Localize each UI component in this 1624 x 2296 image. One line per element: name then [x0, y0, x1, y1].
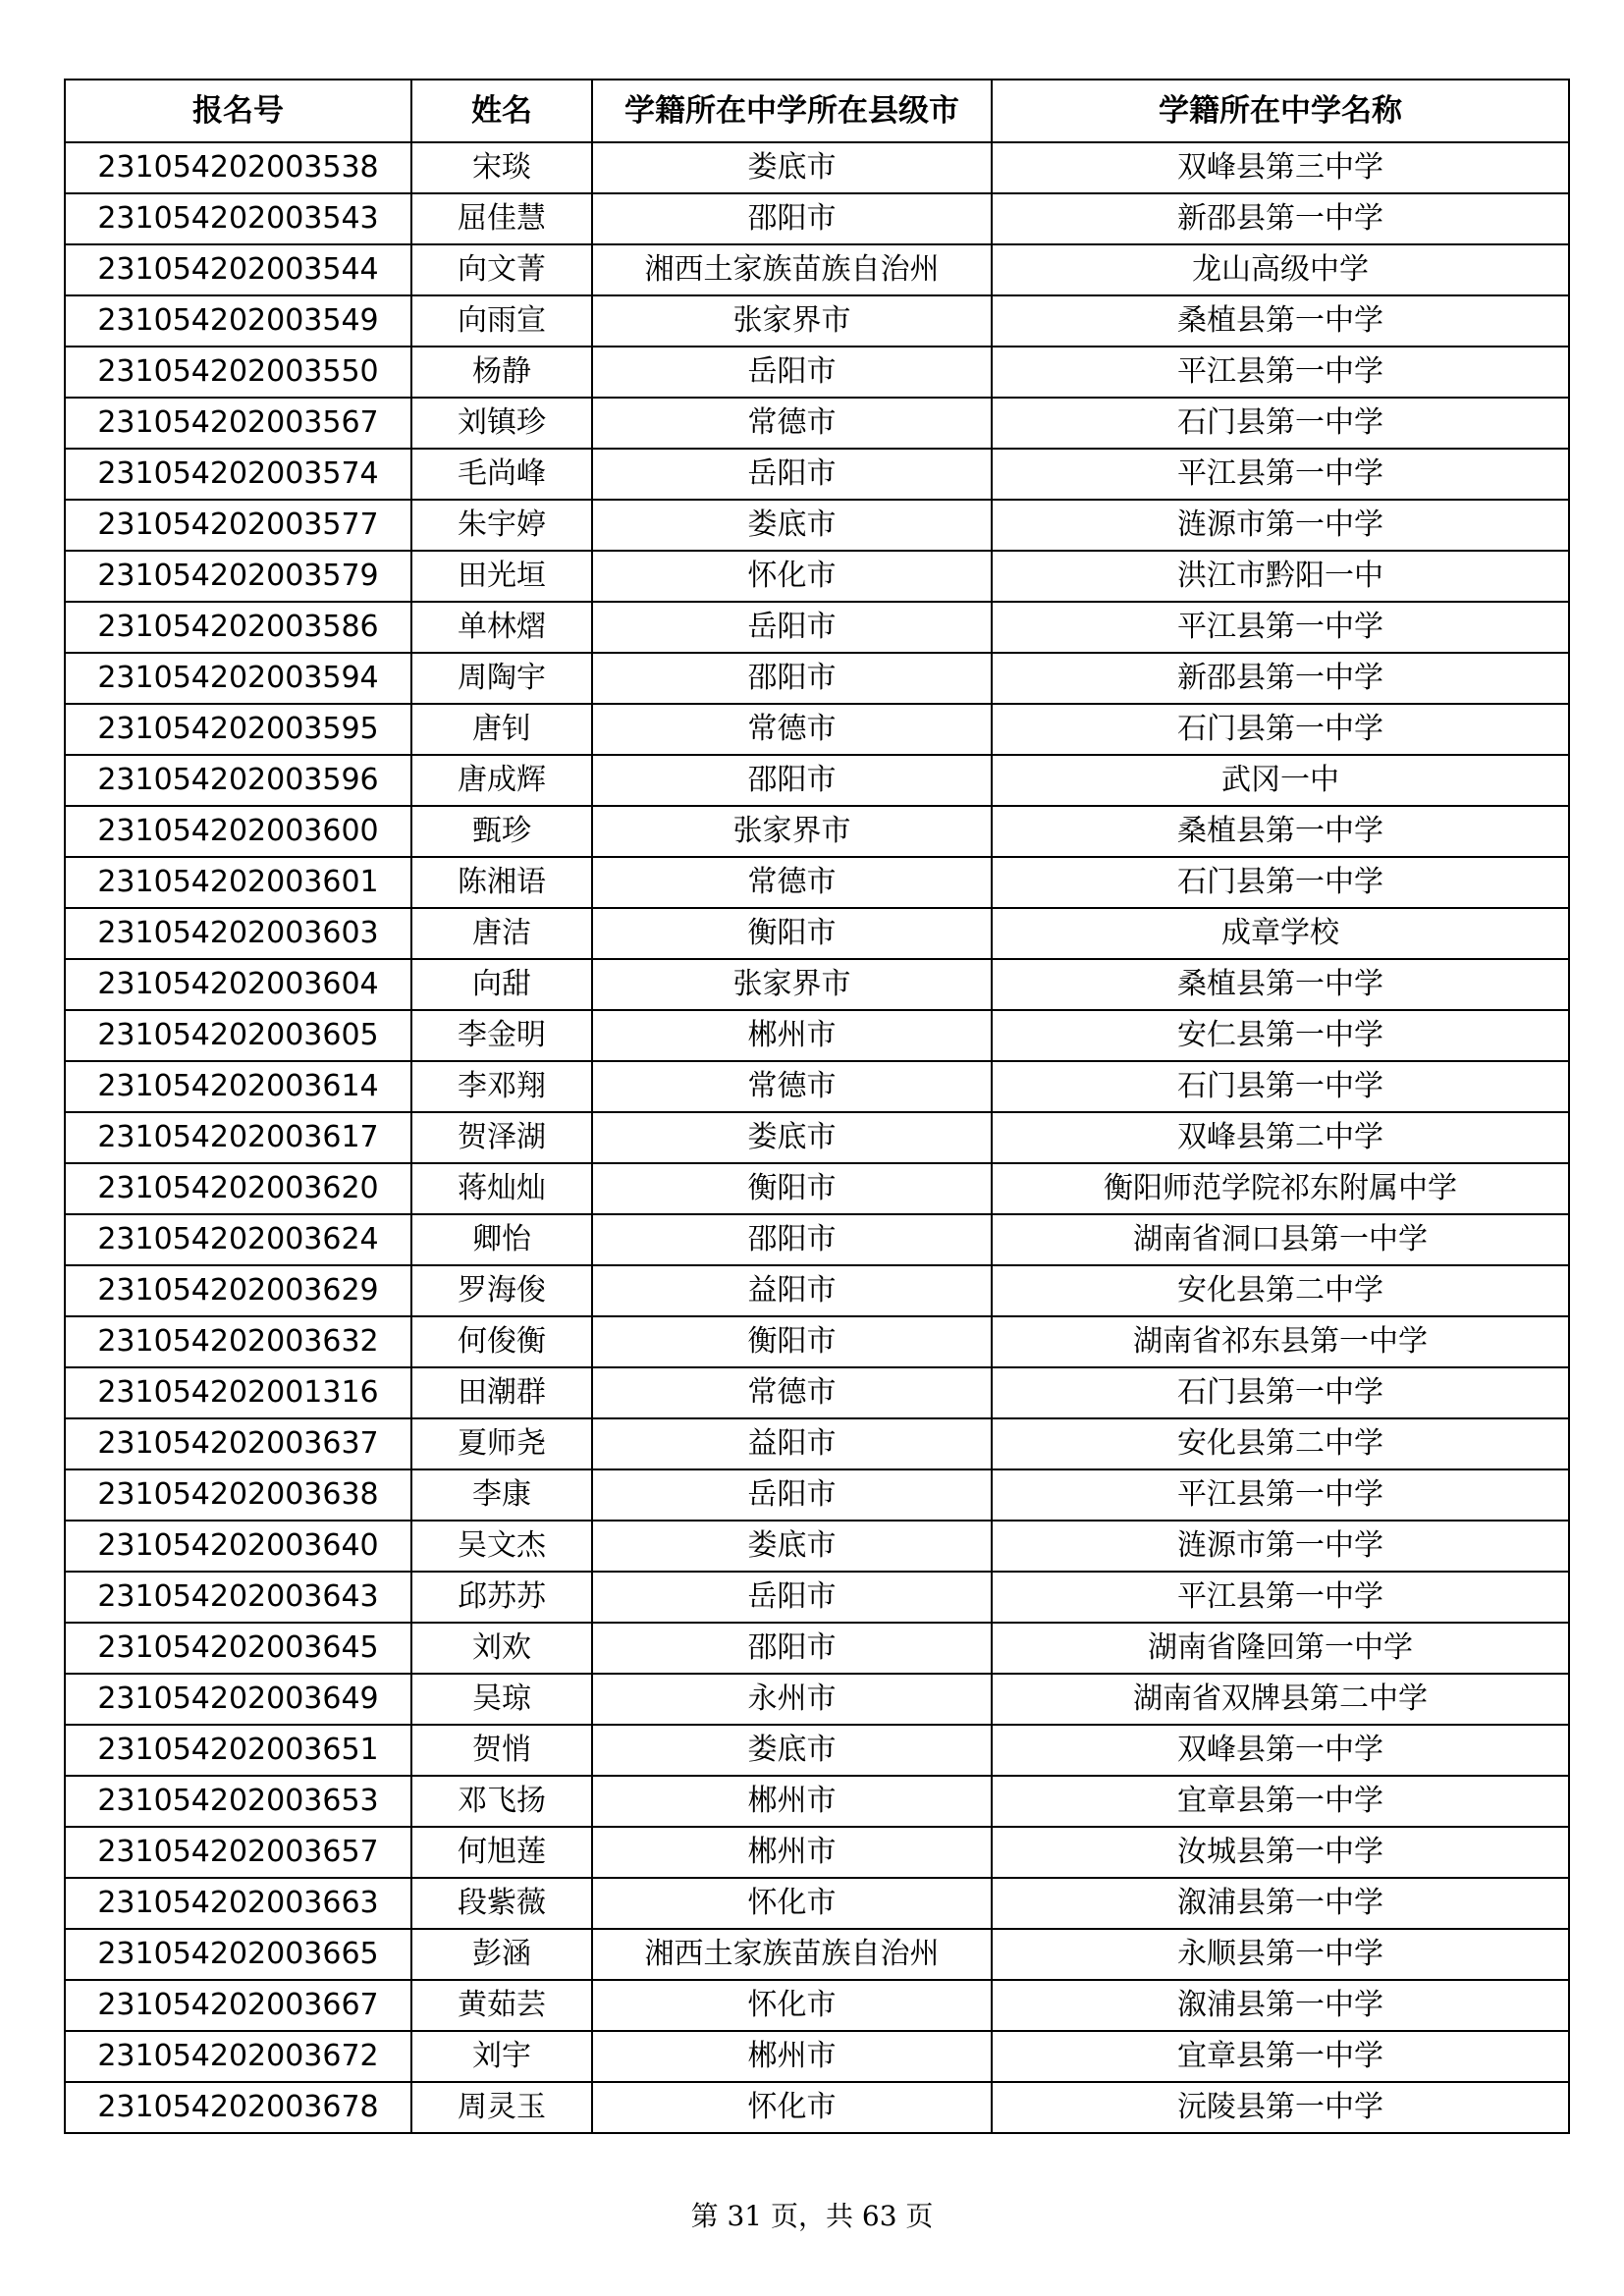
cell-registration-number: 231054202003665: [65, 1929, 411, 1980]
table-row: [65, 1878, 1569, 1929]
header-school-name: 学籍所在中学名称: [992, 80, 1569, 142]
cell-registration-number: 231054202003595: [65, 704, 411, 755]
cell-school-name: 双峰县第二中学: [992, 1112, 1569, 1163]
cell-name: 向甜: [411, 959, 592, 1010]
cell-name: 屈佳慧: [411, 193, 592, 244]
cell-school-city: 张家界市: [592, 295, 992, 347]
cell-name: 周灵玉: [411, 2082, 592, 2133]
cell-name: 田光垣: [411, 551, 592, 602]
cell-registration-number: 231054202003549: [65, 295, 411, 347]
table-body: [65, 142, 1569, 2133]
cell-registration-number: 231054202003653: [65, 1776, 411, 1827]
cell-school-city: 张家界市: [592, 806, 992, 857]
cell-registration-number: 231054202003649: [65, 1674, 411, 1725]
cell-registration-number: 231054202003596: [65, 755, 411, 806]
cell-school-name: 成章学校: [992, 908, 1569, 959]
table-header-row: [65, 80, 1569, 142]
cell-name: 朱宇婷: [411, 500, 592, 551]
header-name: 姓名: [411, 80, 592, 142]
cell-school-city: 邵阳市: [592, 653, 992, 704]
table-row: [65, 244, 1569, 295]
cell-name: 贺泽湖: [411, 1112, 592, 1163]
cell-registration-number: 231054202003643: [65, 1572, 411, 1623]
cell-registration-number: 231054202003637: [65, 1418, 411, 1469]
table-row: [65, 959, 1569, 1010]
cell-registration-number: 231054202003550: [65, 347, 411, 398]
cell-name: 宋琰: [411, 142, 592, 193]
cell-school-name: 平江县第一中学: [992, 449, 1569, 500]
cell-school-city: 岳阳市: [592, 449, 992, 500]
cell-school-city: 邵阳市: [592, 193, 992, 244]
cell-registration-number: 231054202003624: [65, 1214, 411, 1265]
table-row: [65, 142, 1569, 193]
cell-name: 李邓翔: [411, 1061, 592, 1112]
cell-name: 吴文杰: [411, 1521, 592, 1572]
cell-name: 向雨宣: [411, 295, 592, 347]
cell-name: 罗海俊: [411, 1265, 592, 1316]
table-row: [65, 500, 1569, 551]
cell-registration-number: 231054202003620: [65, 1163, 411, 1214]
cell-name: 杨静: [411, 347, 592, 398]
cell-school-city: 娄底市: [592, 1521, 992, 1572]
cell-registration-number: 231054202003594: [65, 653, 411, 704]
cell-school-name: 新邵县第一中学: [992, 653, 1569, 704]
cell-school-name: 石门县第一中学: [992, 398, 1569, 449]
cell-school-name: 溆浦县第一中学: [992, 1980, 1569, 2031]
cell-name: 刘欢: [411, 1623, 592, 1674]
cell-registration-number: 231054202003645: [65, 1623, 411, 1674]
cell-school-name: 武冈一中: [992, 755, 1569, 806]
table-row: [65, 1265, 1569, 1316]
cell-registration-number: 231054202003604: [65, 959, 411, 1010]
cell-school-city: 衡阳市: [592, 1163, 992, 1214]
cell-registration-number: 231054202003577: [65, 500, 411, 551]
cell-school-name: 汝城县第一中学: [992, 1827, 1569, 1878]
cell-school-city: 岳阳市: [592, 1572, 992, 1623]
cell-school-city: 郴州市: [592, 1776, 992, 1827]
table-row: [65, 1725, 1569, 1776]
cell-school-city: 岳阳市: [592, 1469, 992, 1521]
cell-school-name: 安仁县第一中学: [992, 1010, 1569, 1061]
table-row: [65, 449, 1569, 500]
cell-school-city: 娄底市: [592, 500, 992, 551]
cell-name: 蒋灿灿: [411, 1163, 592, 1214]
cell-name: 向文菁: [411, 244, 592, 295]
cell-registration-number: 231054202003543: [65, 193, 411, 244]
table-row: [65, 347, 1569, 398]
cell-registration-number: 231054202003586: [65, 602, 411, 653]
table-row: [65, 1418, 1569, 1469]
cell-school-city: 衡阳市: [592, 1316, 992, 1367]
cell-school-name: 石门县第一中学: [992, 857, 1569, 908]
table-row: [65, 806, 1569, 857]
cell-school-name: 湖南省洞口县第一中学: [992, 1214, 1569, 1265]
table-row: [65, 1112, 1569, 1163]
cell-registration-number: 231054202003574: [65, 449, 411, 500]
cell-registration-number: 231054202003638: [65, 1469, 411, 1521]
cell-school-name: 桑植县第一中学: [992, 959, 1569, 1010]
cell-school-name: 宜章县第一中学: [992, 1776, 1569, 1827]
cell-registration-number: 231054202003678: [65, 2082, 411, 2133]
cell-name: 甄珍: [411, 806, 592, 857]
cell-school-city: 郴州市: [592, 1010, 992, 1061]
table-row: [65, 755, 1569, 806]
cell-school-city: 益阳市: [592, 1265, 992, 1316]
cell-registration-number: 231054202003629: [65, 1265, 411, 1316]
cell-name: 唐钊: [411, 704, 592, 755]
cell-registration-number: 231054202003605: [65, 1010, 411, 1061]
cell-name: 何旭莲: [411, 1827, 592, 1878]
cell-school-city: 湘西土家族苗族自治州: [592, 244, 992, 295]
cell-name: 陈湘语: [411, 857, 592, 908]
cell-registration-number: 231054202003617: [65, 1112, 411, 1163]
table-row: [65, 857, 1569, 908]
cell-registration-number: 231054202003657: [65, 1827, 411, 1878]
cell-school-city: 怀化市: [592, 551, 992, 602]
cell-school-city: 郴州市: [592, 2031, 992, 2082]
cell-school-name: 沅陵县第一中学: [992, 2082, 1569, 2133]
cell-school-name: 宜章县第一中学: [992, 2031, 1569, 2082]
cell-name: 毛尚峰: [411, 449, 592, 500]
cell-school-city: 娄底市: [592, 1112, 992, 1163]
cell-school-name: 永顺县第一中学: [992, 1929, 1569, 1980]
cell-name: 唐洁: [411, 908, 592, 959]
table-row: [65, 1061, 1569, 1112]
cell-registration-number: 231054202003600: [65, 806, 411, 857]
cell-school-city: 常德市: [592, 857, 992, 908]
cell-name: 刘镇珍: [411, 398, 592, 449]
cell-name: 彭涵: [411, 1929, 592, 1980]
cell-school-name: 湖南省隆回第一中学: [992, 1623, 1569, 1674]
table-row: [65, 1980, 1569, 2031]
table-row: [65, 1214, 1569, 1265]
cell-registration-number: 231054202003538: [65, 142, 411, 193]
cell-name: 吴琼: [411, 1674, 592, 1725]
cell-school-name: 涟源市第一中学: [992, 1521, 1569, 1572]
table-row: [65, 1163, 1569, 1214]
table-row: [65, 1623, 1569, 1674]
cell-registration-number: 231054202003663: [65, 1878, 411, 1929]
table-row: [65, 704, 1569, 755]
cell-school-city: 永州市: [592, 1674, 992, 1725]
cell-school-name: 双峰县第三中学: [992, 142, 1569, 193]
header-registration-number: 报名号: [65, 80, 411, 142]
cell-school-name: 洪江市黔阳一中: [992, 551, 1569, 602]
cell-registration-number: 231054202003603: [65, 908, 411, 959]
student-table: [64, 79, 1570, 2134]
cell-school-city: 岳阳市: [592, 347, 992, 398]
cell-school-name: 衡阳师范学院祁东附属中学: [992, 1163, 1569, 1214]
table-row: [65, 1521, 1569, 1572]
cell-school-city: 岳阳市: [592, 602, 992, 653]
cell-name: 唐成辉: [411, 755, 592, 806]
cell-name: 田潮群: [411, 1367, 592, 1418]
cell-school-city: 邵阳市: [592, 1214, 992, 1265]
cell-school-city: 常德市: [592, 1367, 992, 1418]
table-row: [65, 602, 1569, 653]
cell-name: 邱苏苏: [411, 1572, 592, 1623]
cell-school-name: 涟源市第一中学: [992, 500, 1569, 551]
cell-school-name: 平江县第一中学: [992, 1469, 1569, 1521]
cell-school-city: 娄底市: [592, 142, 992, 193]
cell-registration-number: 231054202003651: [65, 1725, 411, 1776]
cell-school-city: 娄底市: [592, 1725, 992, 1776]
cell-school-name: 桑植县第一中学: [992, 295, 1569, 347]
cell-school-name: 湖南省双牌县第二中学: [992, 1674, 1569, 1725]
table-row: [65, 2082, 1569, 2133]
table-row: [65, 653, 1569, 704]
cell-school-city: 益阳市: [592, 1418, 992, 1469]
cell-name: 李金明: [411, 1010, 592, 1061]
table-row: [65, 1469, 1569, 1521]
cell-registration-number: 231054202001316: [65, 1367, 411, 1418]
table-row: [65, 551, 1569, 602]
cell-school-city: 邵阳市: [592, 1623, 992, 1674]
cell-school-name: 石门县第一中学: [992, 704, 1569, 755]
cell-school-city: 郴州市: [592, 1827, 992, 1878]
cell-registration-number: 231054202003614: [65, 1061, 411, 1112]
header-school-city: 学籍所在中学所在县级市: [592, 80, 992, 142]
table-row: [65, 908, 1569, 959]
table-row: [65, 1827, 1569, 1878]
cell-school-name: 安化县第二中学: [992, 1418, 1569, 1469]
cell-name: 单林熠: [411, 602, 592, 653]
cell-registration-number: 231054202003601: [65, 857, 411, 908]
cell-registration-number: 231054202003567: [65, 398, 411, 449]
table-row: [65, 1674, 1569, 1725]
cell-registration-number: 231054202003632: [65, 1316, 411, 1367]
cell-name: 卿怡: [411, 1214, 592, 1265]
cell-school-name: 湖南省祁东县第一中学: [992, 1316, 1569, 1367]
cell-school-city: 湘西土家族苗族自治州: [592, 1929, 992, 1980]
cell-school-name: 双峰县第一中学: [992, 1725, 1569, 1776]
table-row: [65, 193, 1569, 244]
page-number: 第 31 页，共 63 页: [690, 2200, 934, 2232]
cell-school-city: 怀化市: [592, 2082, 992, 2133]
cell-school-name: 平江县第一中学: [992, 1572, 1569, 1623]
cell-school-name: 溆浦县第一中学: [992, 1878, 1569, 1929]
cell-name: 何俊衡: [411, 1316, 592, 1367]
table-row: [65, 1572, 1569, 1623]
cell-school-city: 常德市: [592, 1061, 992, 1112]
cell-school-city: 常德市: [592, 398, 992, 449]
cell-school-name: 石门县第一中学: [992, 1367, 1569, 1418]
cell-name: 黄茹芸: [411, 1980, 592, 2031]
cell-school-city: 张家界市: [592, 959, 992, 1010]
cell-school-name: 新邵县第一中学: [992, 193, 1569, 244]
cell-name: 贺悄: [411, 1725, 592, 1776]
cell-registration-number: 231054202003640: [65, 1521, 411, 1572]
cell-registration-number: 231054202003544: [65, 244, 411, 295]
table-row: [65, 1929, 1569, 1980]
cell-school-name: 石门县第一中学: [992, 1061, 1569, 1112]
cell-school-city: 怀化市: [592, 1980, 992, 2031]
table-row: [65, 1367, 1569, 1418]
cell-name: 刘宇: [411, 2031, 592, 2082]
cell-name: 邓飞扬: [411, 1776, 592, 1827]
table-row: [65, 2031, 1569, 2082]
table-row: [65, 1316, 1569, 1367]
cell-school-name: 安化县第二中学: [992, 1265, 1569, 1316]
cell-name: 段紫薇: [411, 1878, 592, 1929]
cell-school-city: 常德市: [592, 704, 992, 755]
cell-name: 周陶宇: [411, 653, 592, 704]
table-row: [65, 1776, 1569, 1827]
cell-registration-number: 231054202003579: [65, 551, 411, 602]
cell-school-city: 邵阳市: [592, 755, 992, 806]
cell-name: 李康: [411, 1469, 592, 1521]
cell-name: 夏师尧: [411, 1418, 592, 1469]
table-row: [65, 398, 1569, 449]
cell-registration-number: 231054202003667: [65, 1980, 411, 2031]
cell-school-name: 平江县第一中学: [992, 347, 1569, 398]
table-row: [65, 1010, 1569, 1061]
cell-registration-number: 231054202003672: [65, 2031, 411, 2082]
cell-school-name: 桑植县第一中学: [992, 806, 1569, 857]
table-row: [65, 295, 1569, 347]
cell-school-city: 衡阳市: [592, 908, 992, 959]
cell-school-name: 龙山高级中学: [992, 244, 1569, 295]
cell-school-name: 平江县第一中学: [992, 602, 1569, 653]
cell-school-city: 怀化市: [592, 1878, 992, 1929]
